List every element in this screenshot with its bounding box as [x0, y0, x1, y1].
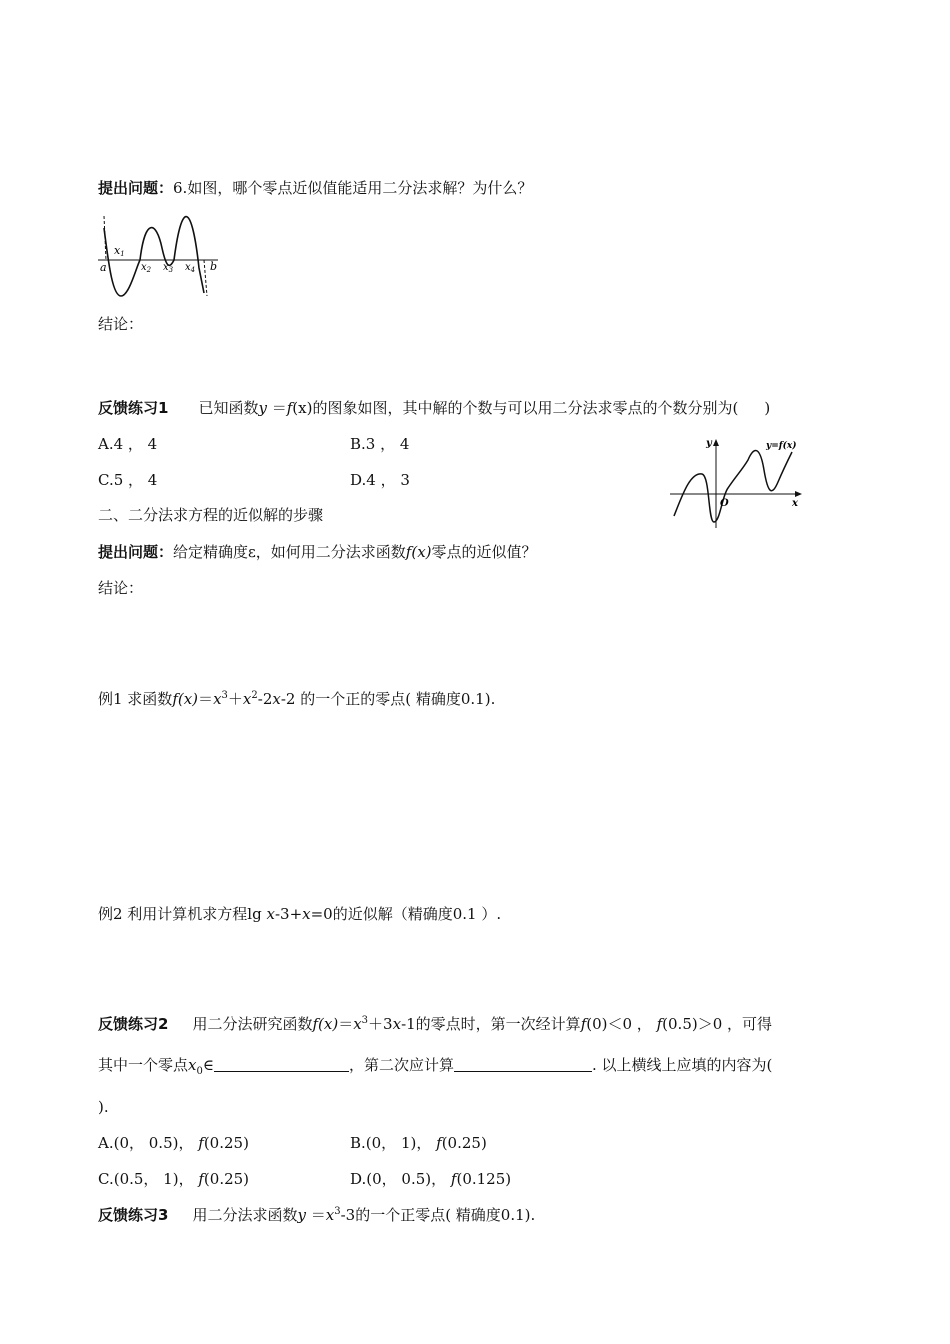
- label-x3: $x_3$: [163, 262, 174, 274]
- exercise-label: 反馈练习2: [98, 1015, 169, 1033]
- curve-label: y=f(x): [766, 441, 797, 451]
- y-axis-label: y: [706, 438, 712, 449]
- zeros-figure: [96, 208, 222, 300]
- option-b[interactable]: B.(0， 1)， f(0.25): [350, 1134, 487, 1152]
- conclusion-1: 结论：: [98, 315, 144, 333]
- question-epsilon: 提出问题：给定精确度ε，如何用二分法求函数f(x)零点的近似值？: [98, 543, 537, 561]
- answer-blank-2[interactable]: [454, 1057, 592, 1072]
- feedback-exercise-2: 反馈练习2 用二分法研究函数$f(x)=x^3+3x-1$的零点时，第一次经计算f(0)＜0 ， f(0.5)＞0 ，可得: [98, 1015, 773, 1033]
- option-a[interactable]: A.(0， 0.5)， f(0.25): [98, 1134, 249, 1152]
- feedback-exercise-3: 反馈练习3 用二分法求函数$y =x^3-3$的一个正零点( 精确度0.1).: [98, 1206, 536, 1224]
- feedback-exercise-2-line2: 其中一个零点$x_0\in$ ，第二次应计算 . 以上横线上应填的内容为(: [98, 1056, 773, 1077]
- exercise-label: 反馈练习1: [98, 399, 169, 417]
- graph-curve: [674, 451, 792, 522]
- question-label: 提出问题：: [98, 179, 174, 197]
- label-a: a: [100, 261, 107, 274]
- conclusion-2: 结论：: [98, 579, 144, 597]
- option-b[interactable]: B.3 ， 4: [350, 435, 410, 453]
- option-d[interactable]: D.(0， 0.5)， f(0.125): [350, 1170, 512, 1188]
- option-d[interactable]: D.4 ， 3: [350, 471, 410, 489]
- example-1: 例1 求函数$f(x)=x^3+x^2-2x-2$ 的一个正的零点( 精确度0.1).: [98, 690, 496, 708]
- example-2: 例2 利用计算机求方程lg x-3+x=0的近似解（精确度0.1 ）.: [98, 905, 502, 923]
- x-arrow-icon: [795, 491, 802, 497]
- exercise-label: 反馈练习3: [98, 1206, 169, 1224]
- feedback-exercise-2-line3: ).: [98, 1098, 109, 1116]
- label-x1: x1: [114, 244, 125, 258]
- answer-blank-1[interactable]: [214, 1057, 349, 1072]
- section-2-heading: 二、二分法求方程的近似解的步骤: [98, 506, 324, 524]
- option-c[interactable]: C.(0.5， 1)， f(0.25): [98, 1170, 250, 1188]
- y-arrow-icon: [713, 439, 719, 446]
- question-6: [98, 178, 532, 198]
- option-c[interactable]: C.5 ， 4: [98, 471, 158, 489]
- option-a[interactable]: A.4 ， 4: [98, 435, 158, 453]
- question-text: 6.如图，哪个零点近似值能适用二分法求解？为什么？: [173, 179, 533, 197]
- x-axis-label: x: [792, 498, 798, 509]
- question-label: 提出问题：: [98, 543, 174, 561]
- label-x2: $x_2$: [141, 262, 152, 274]
- label-b: b: [210, 260, 218, 273]
- label-x4: $x_4$: [185, 262, 196, 274]
- origin-label: O: [720, 498, 729, 509]
- feedback-exercise-1: 反馈练习1 已知函数y ＝f(x)的图象如图，其中解的个数与可以用二分法求零点的个数分别为( ): [98, 399, 771, 417]
- function-graph: [668, 434, 808, 530]
- right-dashed-boundary: [204, 260, 207, 296]
